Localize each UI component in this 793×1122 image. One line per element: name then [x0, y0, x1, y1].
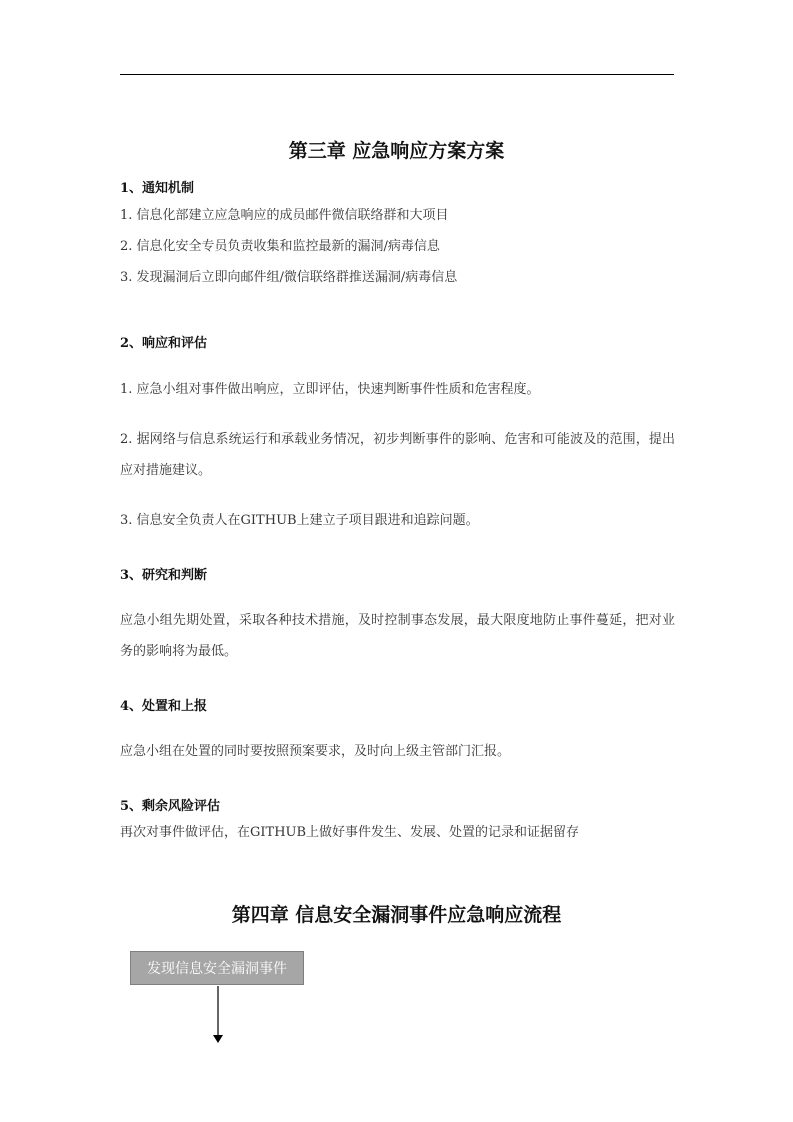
- residual-risk-paragraph: 再次对事件做评估，在GITHUB上做好事件发生、发展、处置的记录和证据留存: [120, 825, 580, 840]
- section-heading-research: 3、研究和判断: [120, 568, 208, 583]
- chapter3-title: 第三章 应急响应方案方案: [288, 140, 505, 162]
- section-heading-notification: 1、通知机制: [120, 181, 195, 196]
- response-item-2: 2. 据网络与信息系统运行和承载业务情况，初步判断事件的影响、危害和可能波及的范围，提出应对措施建议。: [120, 432, 675, 478]
- arrow-down-icon: [209, 986, 227, 1044]
- notification-item-2: 2. 信息化安全专员负责收集和监控最新的漏洞/病毒信息: [120, 239, 440, 254]
- chapter4-title: 第四章 信息安全漏洞事件应急响应流程: [231, 904, 562, 926]
- response-item-3: 3. 信息安全负责人在GITHUB上建立子项目跟进和追踪问题。: [120, 513, 479, 528]
- research-paragraph: 应急小组先期处置，采取各种技术措施，及时控制事态发展，最大限度地防止事件蔓延，把对业务的影响将为最低。: [120, 613, 675, 659]
- disposal-paragraph: 应急小组在处置的同时要按照预案要求，及时向上级主管部门汇报。: [120, 744, 511, 759]
- notification-item-1: 1. 信息化部建立应急响应的成员邮件微信联络群和大项目: [120, 208, 449, 223]
- header-rule: [120, 74, 674, 75]
- flow-step-label: 发现信息安全漏洞事件: [147, 960, 287, 976]
- section-heading-disposal: 4、处置和上报: [120, 699, 208, 714]
- section-heading-residual-risk: 5、剩余风险评估: [120, 799, 221, 814]
- flow-step-discover-vulnerability: [130, 951, 304, 985]
- notification-item-3: 3. 发现漏洞后立即向邮件组/微信联络群推送漏洞/病毒信息: [120, 270, 458, 285]
- section-heading-response: 2、响应和评估: [120, 336, 208, 351]
- response-item-1: 1. 应急小组对事件做出响应，立即评估，快速判断事件性质和危害程度。: [120, 382, 540, 397]
